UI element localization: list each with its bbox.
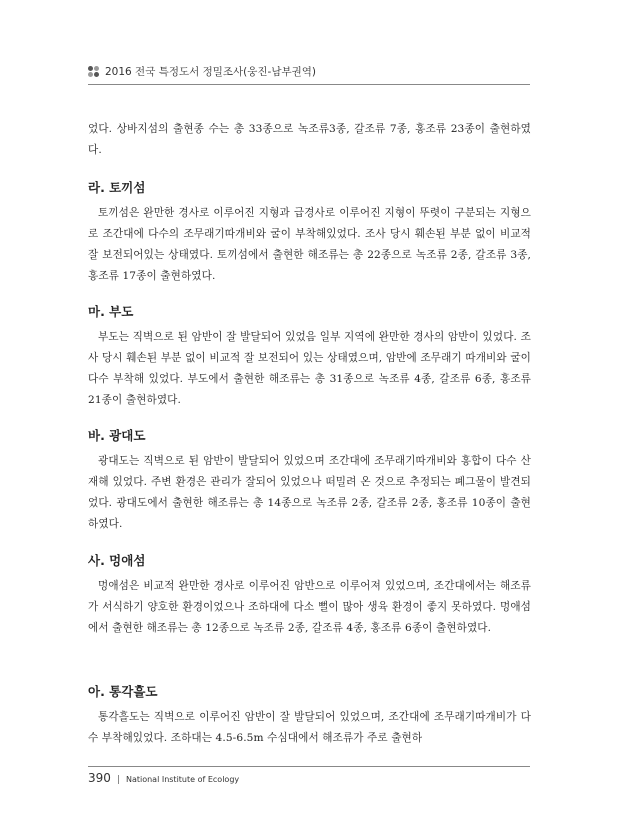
header-dot <box>94 66 99 71</box>
section-heading-tokkiseom: 라. 토끼섬 <box>88 180 146 195</box>
institution-name: National Institute of Ecology <box>125 775 240 784</box>
header-title: 2016 전국 특정도서 정밀조사(웅진-남부권역) <box>105 65 317 78</box>
section-text-meongaeseom: 멍애섬은 비교적 완만한 경사로 이루어진 암반으로 이루어져 있었으며, 조간대에서는 해조류가 서식하기 양호한 환경이었으나 조하대에 다소 뻘이 많아 생육 환경이 좋지 못하였다. 멍애섬에서 출현한 해조류는 총 12종으로 녹조류 2종, 갈조류 4종, 홍조류 6종이 출현하였다. <box>88 580 531 634</box>
intro-paragraph: 었다. 상바지섬의 출현종 수는 총 33종으로 녹조류3종, 갈조류 7종, 홍조류 23종이 출현하였다. <box>88 123 531 156</box>
page-number: 390 <box>88 771 111 785</box>
section-heading-gwangdaedo: 바. 광대도 <box>88 428 146 443</box>
section-text-budo: 부도는 직벽으로 된 암반이 잘 발달되어 있었음 일부 지역에 완만한 경사의 암반이 있었다. 조사 당시 훼손된 부분 없이 비교적 잘 보전되어 있는 상태였으며, 암반에 조무래기 따개비와 굴이 다수 부착해 있었다. 부도에서 출현한 해조류는 총 31종으로 녹조류 4종, 갈조류 6종, 홍조류 21종이 출현하였다. <box>88 331 531 406</box>
footer-rule <box>88 766 530 767</box>
page-footer <box>88 771 239 785</box>
section-heading-tonggakheuldo: 아. 통각흘도 <box>88 684 158 699</box>
section-text-tokkiseom: 토끼섬은 완만한 경사로 이루어진 지형과 급경사로 이루어진 지형이 뚜렷이 구분되는 지형으로 조간대에 다수의 조무래기따개비와 굴이 부착해있었다. 조사 당시 훼손된 부분 없이 비교적 잘 보전되어있는 상태였다. 토끼섬에서 출현한 해조류는 총 22종으로 녹조류 2종, 갈조류 3종, 홍조류 17종이 출현하였다. <box>88 207 531 282</box>
section-text-gwangdaedo: 광대도는 직벽으로 된 암반이 발달되어 있었으며 조간대에 조무래기따개비와 홍합이 다수 산재해 있었다. 주변 환경은 관리가 잘되어 있었으나 떠밀려 온 것으로 추정되는 폐그물이 발견되었다. 광대도에서 출현한 해조류는 총 14종으로 녹조류 2종, 갈조류 2종, 홍조류 10종이 출현하였다. <box>88 455 531 530</box>
header-dot <box>88 72 93 77</box>
running-header <box>88 63 528 79</box>
section-heading-budo: 마. 부도 <box>88 304 134 319</box>
header-rule <box>88 84 530 85</box>
footer-separator: | <box>116 775 120 785</box>
section-text-tonggakheuldo: 통각흘도는 직벽으로 이루어진 암반이 잘 발달되어 있었으며, 조간대에 조무래기따개비가 다수 부착해있었다. 조하대는 4.5-6.5m 수심대에서 해조류가 주로 출현하 <box>88 711 531 744</box>
header-dot <box>88 66 93 71</box>
header-dot <box>94 72 99 77</box>
section-heading-meongaeseom: 사. 멍애섬 <box>88 553 146 568</box>
header-dots-icon <box>88 66 99 77</box>
